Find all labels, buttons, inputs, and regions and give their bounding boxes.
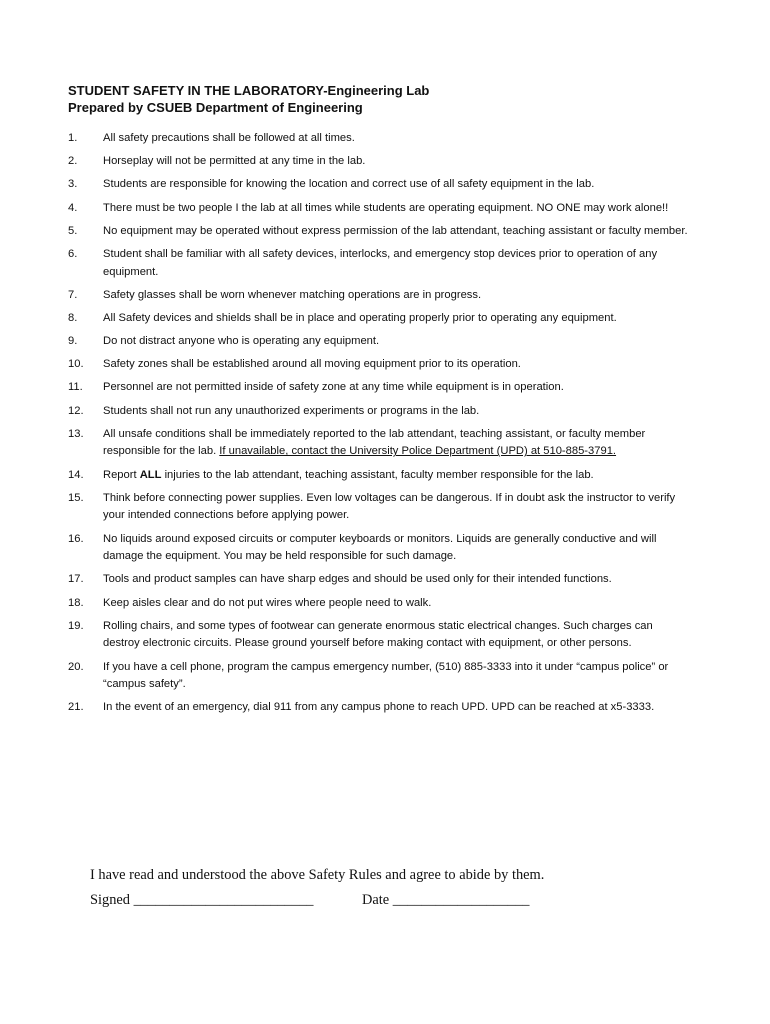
rule-emphasis: ALL <box>139 468 162 481</box>
rule-text: Do not distract anyone who is operating any equipment. <box>103 335 380 348</box>
rule-item <box>68 595 688 613</box>
rule-item <box>68 379 688 397</box>
rule-number: 18. <box>68 596 84 609</box>
rule-text-block <box>103 356 688 374</box>
rule-text: Safety glasses shall be worn whenever matching operations are in progress. <box>103 288 482 301</box>
rule-number: 16. <box>68 532 84 545</box>
date-line: Date ___________________ <box>362 892 530 908</box>
rule-item <box>68 356 688 374</box>
rule-number: 6. <box>68 247 78 260</box>
rule-text-block <box>103 571 688 589</box>
rule-number: 2. <box>68 155 78 168</box>
rule-item <box>68 333 688 351</box>
rule-item <box>68 426 688 461</box>
rule-text-block <box>103 426 688 461</box>
rule-text-block <box>103 223 688 241</box>
rule-number: 12. <box>68 404 84 417</box>
rule-text-block <box>103 699 688 717</box>
rule-text-block <box>103 130 688 148</box>
rule-number: 11. <box>68 381 83 394</box>
rule-text: Horseplay will not be permitted at any time in the lab. <box>103 155 366 168</box>
rule-number: 20. <box>68 660 84 673</box>
rule-text-block <box>103 287 688 305</box>
rule-item <box>68 403 688 421</box>
rule-text-block <box>103 246 688 281</box>
rule-item <box>68 223 688 241</box>
rule-number: 4. <box>68 201 78 214</box>
rule-text-block <box>103 176 688 194</box>
document-title: STUDENT SAFETY IN THE LABORATORY-Engineering Lab <box>68 83 430 98</box>
rule-item <box>68 176 688 194</box>
rule-number: 10. <box>68 358 84 371</box>
rule-item <box>68 659 688 694</box>
rule-text: All safety precautions shall be followed at all times. <box>103 132 355 144</box>
rule-item <box>68 699 688 717</box>
rule-text: All Safety devices and shields shall be in place and operating properly prior to operating any equipment. <box>103 311 617 324</box>
rule-number: 13. <box>68 427 84 440</box>
rule-number: 14. <box>68 468 84 481</box>
rule-text: No liquids around exposed circuits or computer keyboards or monitors. Liquids are generally conductive and will damage the equipment. You may be held responsible for such damage. <box>103 532 657 563</box>
signature-row <box>90 890 530 910</box>
rule-text: injuries to the lab attendant, teaching assistant, faculty member responsible for the lab. <box>164 468 594 481</box>
rule-text-block <box>103 379 688 397</box>
rule-number: 7. <box>68 288 78 301</box>
rule-text: No equipment may be operated without express permission of the lab attendant, teaching assistant or faculty member. <box>103 224 688 237</box>
rule-text: Students are responsible for knowing the location and correct use of all safety equipment in the lab. <box>103 178 595 191</box>
rule-number: 1. <box>68 132 78 144</box>
rule-item <box>68 571 688 589</box>
rule-item <box>68 153 688 171</box>
rule-text: Rolling chairs, and some types of footwear can generate enormous static electrical changes. Such charges can destroy electronic circuits. Please ground yourself before making contact with equipment, or other persons. <box>103 619 653 650</box>
rule-text-block <box>103 310 688 328</box>
rule-item <box>68 246 688 281</box>
rule-text: Keep aisles clear and do not put wires where people need to walk. <box>103 596 432 609</box>
rule-text-block <box>103 490 688 525</box>
rule-item <box>68 200 688 218</box>
rule-text: Think before connecting power supplies. Even low voltages can be dangerous. If in doubt ask the instructor to verify your intended connections before applying power. <box>103 491 676 522</box>
safety-rules-list <box>68 130 688 723</box>
rule-number: 21. <box>68 701 84 714</box>
rule-text-block <box>103 467 688 485</box>
rule-number: 19. <box>68 619 84 632</box>
rule-item <box>68 310 688 328</box>
rule-text-block <box>103 595 688 613</box>
rule-text-block <box>103 403 688 421</box>
rule-text-block <box>103 659 688 694</box>
rule-text: All unsafe conditions shall be immediately reported to the lab attendant, teaching assistant, or faculty member responsible for the lab. <box>103 427 646 458</box>
rule-text: In the event of an emergency, dial 911 from any campus phone to reach UPD. UPD can be reached at x5-3333. <box>103 701 655 714</box>
document-subtitle: Prepared by CSUEB Department of Engineering <box>68 100 363 115</box>
rule-number: 15. <box>68 491 84 504</box>
rule-text-block <box>103 333 688 351</box>
signed-line: Signed _________________________ <box>90 892 314 908</box>
rule-text-block <box>103 531 688 566</box>
rule-number: 5. <box>68 224 78 237</box>
rule-number: 3. <box>68 178 78 191</box>
rule-text: Personnel are not permitted inside of safety zone at any time while equipment is in operation. <box>103 381 564 394</box>
rule-item <box>68 287 688 305</box>
acknowledgement-statement: I have read and understood the above Safety Rules and agree to abide by them. <box>90 867 545 883</box>
rule-number: 8. <box>68 311 78 324</box>
rule-item <box>68 531 688 566</box>
rule-text: Tools and product samples can have sharp edges and should be used only for their intended functions. <box>103 573 612 586</box>
rule-text: There must be two people I the lab at all times while students are operating equipment. NO ONE may work alone!! <box>103 201 669 214</box>
rule-item <box>68 490 688 525</box>
rule-item <box>68 467 688 485</box>
rule-text: Student shall be familiar with all safety devices, interlocks, and emergency stop devices prior to operation of any equipment. <box>103 247 658 278</box>
rule-number: 9. <box>68 335 78 348</box>
rule-text-block <box>103 200 688 218</box>
rule-text: If you have a cell phone, program the campus emergency number, (510) 885-3333 into it under “campus police” or “campus safety”. <box>103 660 669 691</box>
rule-item <box>68 618 688 653</box>
rule-text-block <box>103 153 688 171</box>
rule-prefix: Report <box>103 468 137 481</box>
rule-number: 17. <box>68 573 84 586</box>
rule-text: Students shall not run any unauthorized experiments or programs in the lab. <box>103 404 480 417</box>
rule-text-block <box>103 618 688 653</box>
rule-item <box>68 130 688 148</box>
rule-contact-note: If unavailable, contact the University Police Department (UPD) at 510-885-3791. <box>219 445 617 458</box>
rule-text: Safety zones shall be established around all moving equipment prior to its operation. <box>103 358 521 371</box>
